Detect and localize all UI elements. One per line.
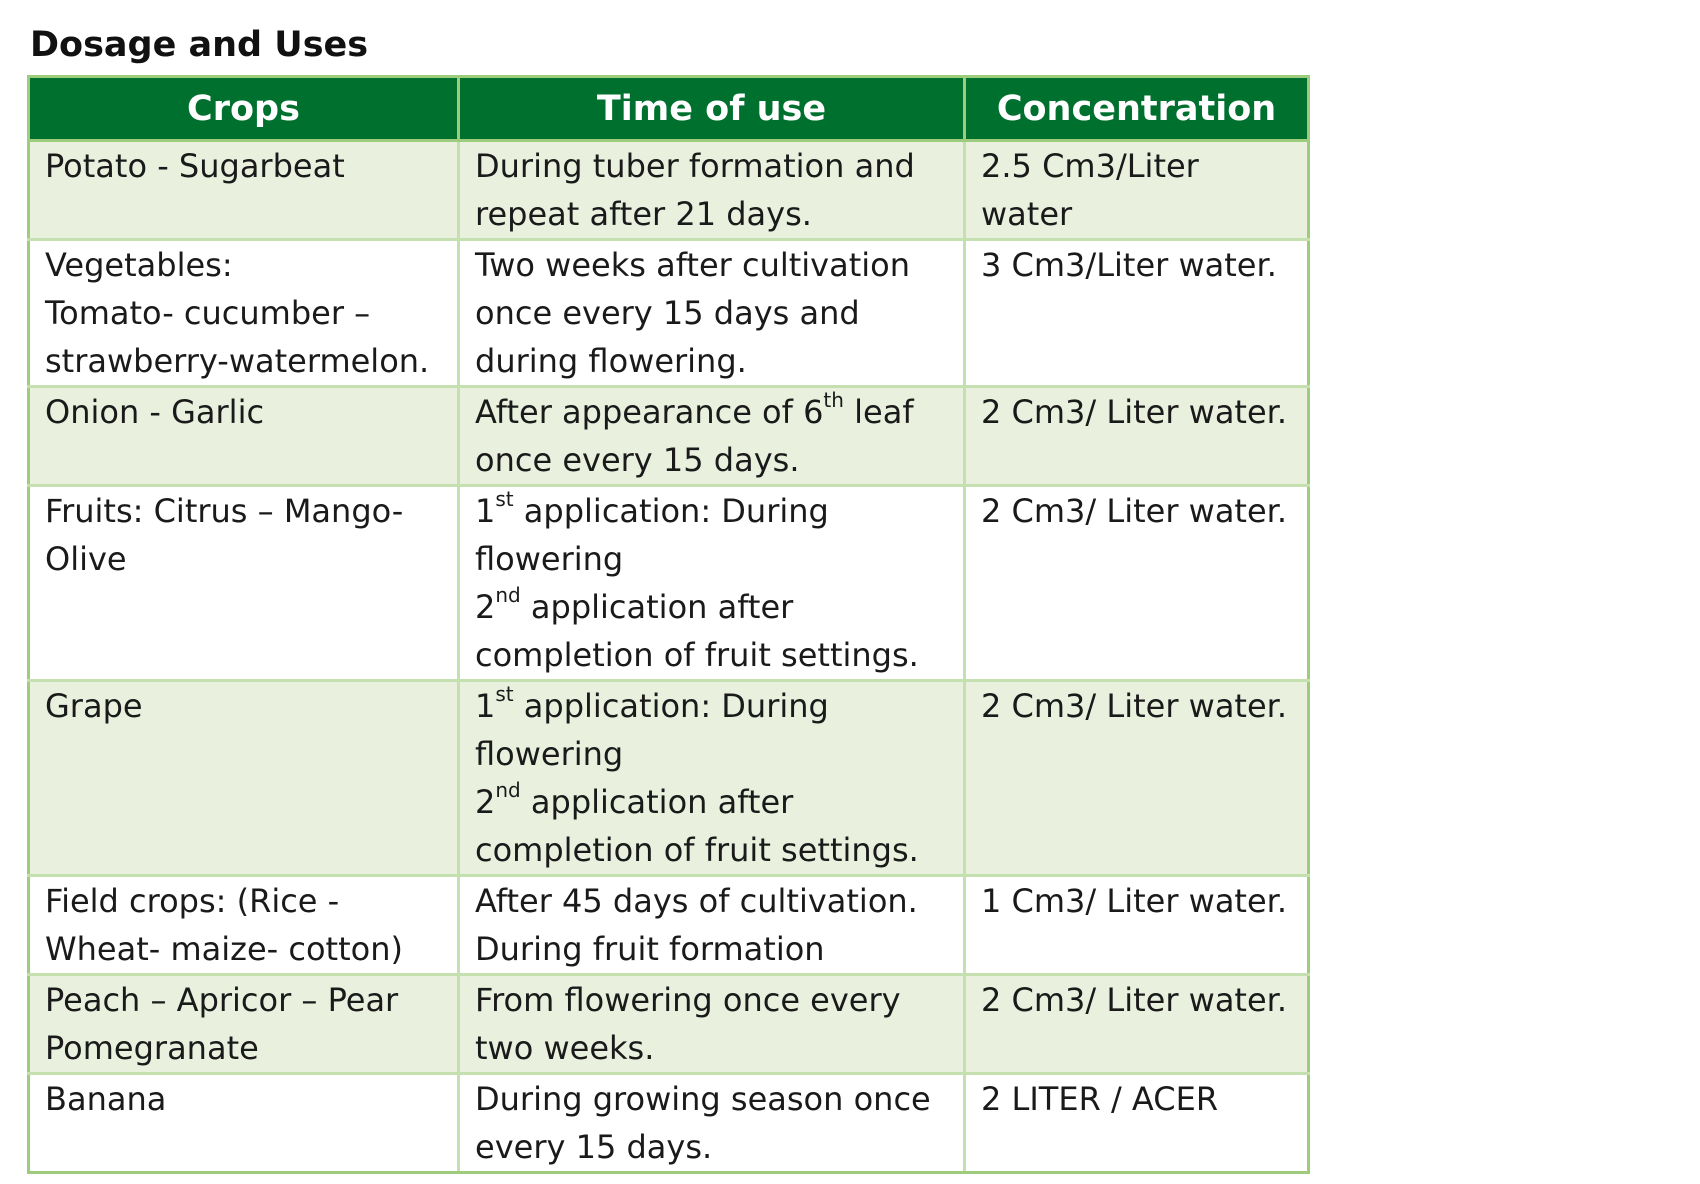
concentration-cell: 2 Cm3/ Liter water.: [965, 387, 1309, 486]
time-cell: [459, 486, 965, 681]
header-concentration: Concentration: [965, 77, 1309, 141]
concentration-cell: 2 Cm3/ Liter water.: [965, 975, 1309, 1074]
time-cell: [459, 387, 965, 486]
crop-cell: Fruits: Citrus – Mango- Olive: [29, 486, 459, 681]
table-header-row: [29, 77, 1309, 141]
time-cell: After 45 days of cultivation. During fruit formation: [459, 876, 965, 975]
page-title: Dosage and Uses: [30, 25, 369, 65]
dosage-table: [27, 75, 1310, 1174]
table-row: [29, 681, 1309, 876]
crop-cell: Field crops: (Rice - Wheat- maize- cotton): [29, 876, 459, 975]
table-row: [29, 486, 1309, 681]
crop-cell: Banana: [29, 1074, 459, 1173]
header-time-of-use: Time of use: [459, 77, 965, 141]
ordinal-number: 2: [475, 588, 496, 626]
time-text: leaf once every 15 days.: [475, 393, 914, 479]
time-text: application: During flowering: [475, 492, 829, 578]
concentration-cell: 2 Cm3/ Liter water.: [965, 681, 1309, 876]
ordinal-suffix: th: [823, 388, 844, 413]
table-row: [29, 1074, 1309, 1173]
table-row: [29, 975, 1309, 1074]
crop-cell: Peach – Apricor – Pear Pomegranate: [29, 975, 459, 1074]
time-cell: Two weeks after cultivation once every 15 days and during flowering.: [459, 240, 965, 387]
time-text: application: During flowering: [475, 687, 829, 773]
time-text: After appearance of 6: [475, 393, 824, 431]
crop-cell: Grape: [29, 681, 459, 876]
table-row: [29, 240, 1309, 387]
concentration-cell: 1 Cm3/ Liter water.: [965, 876, 1309, 975]
ordinal-suffix: nd: [495, 583, 521, 608]
table-row: [29, 387, 1309, 486]
time-cell: From flowering once every two weeks.: [459, 975, 965, 1074]
crop-cell: Vegetables: Tomato- cucumber – strawberry-watermelon.: [29, 240, 459, 387]
time-cell: During tuber formation and repeat after 21 days.: [459, 141, 965, 240]
ordinal-suffix: st: [495, 682, 514, 707]
table-row: [29, 141, 1309, 240]
ordinal-number: 1: [475, 492, 496, 530]
crop-cell: Potato - Sugarbeat: [29, 141, 459, 240]
concentration-cell: 3 Cm3/Liter water.: [965, 240, 1309, 387]
time-text: application after completion of fruit settings.: [475, 783, 919, 869]
table-row: [29, 876, 1309, 975]
header-crops: Crops: [29, 77, 459, 141]
time-cell: [459, 681, 965, 876]
time-cell: During growing season once every 15 days.: [459, 1074, 965, 1173]
ordinal-number: 1: [475, 687, 496, 725]
ordinal-suffix: st: [495, 487, 514, 512]
concentration-cell: 2.5 Cm3/Liter water: [965, 141, 1309, 240]
time-text: application after completion of fruit settings.: [475, 588, 919, 674]
ordinal-number: 2: [475, 783, 496, 821]
concentration-cell: 2 Cm3/ Liter water.: [965, 486, 1309, 681]
crop-cell: Onion - Garlic: [29, 387, 459, 486]
concentration-cell: 2 LITER / ACER: [965, 1074, 1309, 1173]
ordinal-suffix: nd: [495, 778, 521, 803]
